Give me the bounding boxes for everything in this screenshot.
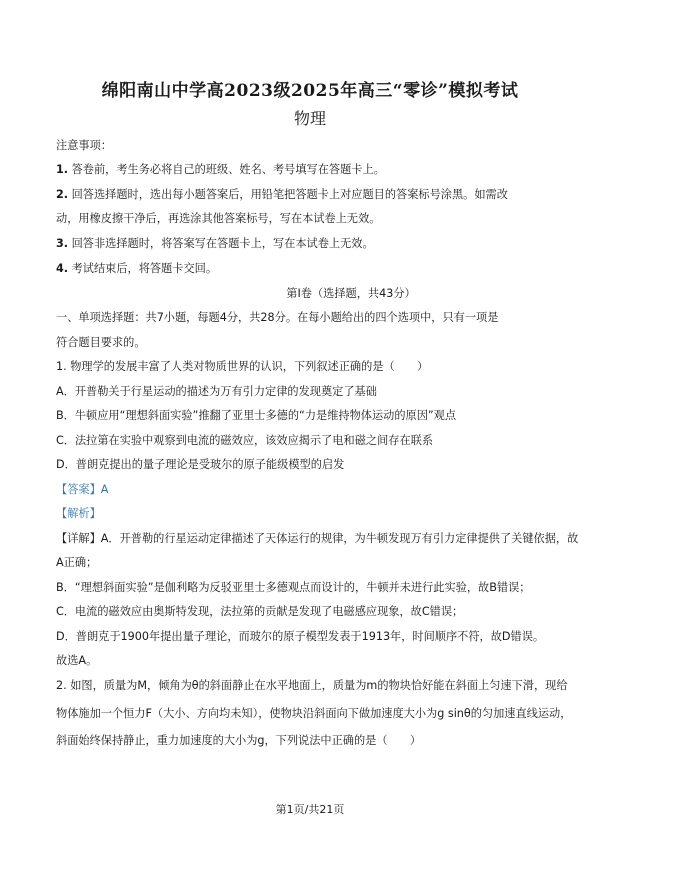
question-1-option-a: A．开普勒关于行星运动的描述为万有引力定律的发现奠定了基础 bbox=[56, 385, 377, 398]
note-item bbox=[56, 187, 646, 203]
note-number: 1. bbox=[56, 163, 69, 176]
analysis-line: C．电流的磁效应由奥斯特发现，法拉第的贡献是发现了电磁感应现象，故C错误； bbox=[56, 605, 464, 618]
question-2-stem: 2. 如图，质量为M，倾角为θ的斜面静止在水平地面上，质量为m的物块恰好能在斜面上匀速下滑，现给 bbox=[56, 679, 568, 692]
question-1-option-b: B．牛顿应用“理想斜面实验”推翻了亚里士多德的“力是维持物体运动的原因”观点 bbox=[56, 409, 457, 422]
exam-title: 绵阳南山中学高2023级2025年高三“零诊”模拟考试 bbox=[101, 81, 519, 101]
question-2-stem: 斜面始终保持静止，重力加速度的大小为g，下列说法中正确的是（ ） bbox=[56, 734, 422, 747]
analysis-line: A正确； bbox=[56, 556, 98, 569]
section-title: 第Ⅰ卷（选择题，共43分） bbox=[286, 287, 416, 300]
note-text: 回答非选择题时，将答案写在答题卡上，写在本试卷上无效。 bbox=[71, 237, 374, 250]
answer-label: 【答案】A bbox=[56, 483, 109, 496]
note-text: 答卷前，考生务必将自己的班级、姓名、考号填写在答题卡上。 bbox=[71, 163, 385, 176]
section-intro: 一、单项选择题：共7小题，每题4分，共28分。在每小题给出的四个选项中，只有一项是 bbox=[56, 311, 499, 324]
analysis-label: 【解析】 bbox=[56, 507, 101, 520]
analysis-conclusion: 故选A。 bbox=[56, 654, 98, 667]
question-1-option-c: C．法拉第在实验中观察到电流的磁效应，该效应揭示了电和磁之间存在联系 bbox=[56, 434, 434, 447]
note-text: 回答选择题时，选出每小题答案后，用铅笔把答题卡上对应题目的答案标号涂黑。如需改 bbox=[71, 188, 508, 201]
note-item bbox=[56, 261, 646, 277]
note-text: 动，用橡皮擦干净后，再选涂其他答案标号，写在本试卷上无效。 bbox=[56, 212, 381, 225]
question-1-option-d: D．普朗克提出的量子理论是受玻尔的原子能级模型的启发 bbox=[56, 458, 345, 471]
note-number: 4. bbox=[56, 262, 69, 275]
note-text: 考试结束后，将答题卡交回。 bbox=[71, 262, 218, 275]
section-intro-continued: 符合题目要求的。 bbox=[56, 336, 146, 349]
note-number: 2. bbox=[56, 188, 69, 201]
subject-title: 物理 bbox=[293, 109, 326, 128]
notes-heading: 注意事项： bbox=[56, 139, 112, 152]
analysis-line: 【详解】A．开普勒的行星运动定律描述了天体运行的规律，为牛顿发现万有引力定律提供了关键依据，故 bbox=[56, 532, 579, 545]
note-item bbox=[56, 162, 646, 178]
page-number: 第1页/共21页 bbox=[275, 803, 345, 816]
question-1-stem: 1. 物理学的发展丰富了人类对物质世界的认识，下列叙述正确的是（ ） bbox=[56, 360, 429, 373]
note-item-continuation bbox=[56, 211, 646, 227]
question-2-stem: 物体施加一个恒力F（大小、方向均未知），使物块沿斜面向下做加速度大小为g sinθ的匀加速直线运动， bbox=[56, 707, 572, 720]
analysis-line: B．“理想斜面实验”是伽利略为反驳亚里士多德观点而设计的，牛顿并未进行此实验，故B错误； bbox=[56, 581, 531, 594]
note-number: 3. bbox=[56, 237, 69, 250]
note-item bbox=[56, 236, 646, 252]
analysis-line: D．普朗克于1900年提出量子理论，而玻尔的原子模型发表于1913年，时间顺序不符，故D错误。 bbox=[56, 630, 545, 643]
